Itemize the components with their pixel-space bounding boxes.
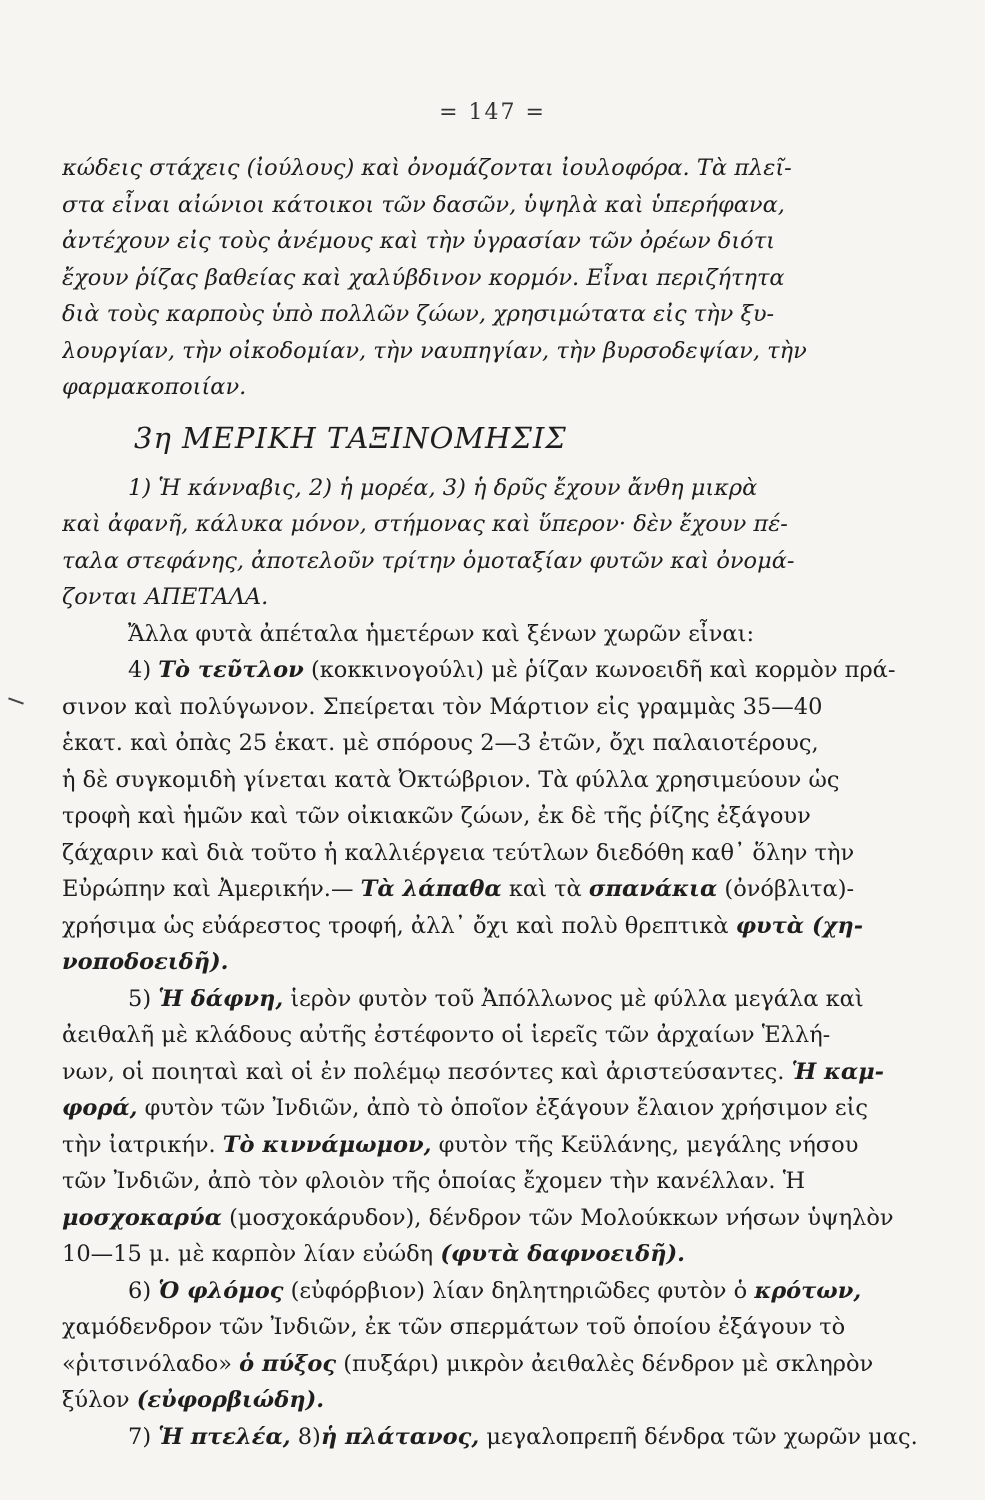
- text-line: ταλα στεφάνης, ἀποτελοῦν τρίτην ὁμοταξίαν φυτῶν καὶ ὀνομά-: [62, 547, 795, 574]
- text-line: διὰ τοὺς καρποὺς ὑπὸ πολλῶν ζώων, χρησιμώτατα εἰς τὴν ξυ-: [62, 301, 775, 327]
- text-line: [62, 1419, 922, 1456]
- item-number: 6): [128, 1277, 152, 1304]
- text-span: 10—15 μ. μὲ καρπὸν λίαν εὐώδη: [62, 1241, 441, 1267]
- paragraph-item-6: [62, 1273, 922, 1419]
- text-span: ξύλον: [62, 1387, 137, 1413]
- paragraph-item-5: [62, 981, 922, 1273]
- text-span: (κοκκινογούλι) μὲ ῥίζαν κωνοειδῆ καὶ κορμὸν πρά-: [310, 657, 896, 683]
- term: σπανάκια: [588, 876, 718, 902]
- text-line: 1) Ἡ κάνναβις, 2) ἡ μορέα, 3) ἡ δρῦς ἔχουν ἄνθη μικρὰ: [128, 474, 758, 501]
- text-span: τὴν ἰατρικήν.: [62, 1131, 223, 1158]
- text-span: φυτὸν τῶν Ἰνδιῶν, ἀπὸ τὸ ὁποῖον ἐξάγουν ἔλαιον χρήσιμον εἰς: [137, 1095, 869, 1121]
- text-span: (πυξάρι) μικρὸν ἀειθαλὲς δένδρον μὲ σκληρὸν: [336, 1350, 874, 1377]
- section-heading: 3η ΜΕΡΙΚΗ ΤΑΞΙΝΟΜΗΣΙΣ: [134, 420, 567, 455]
- text-line: φαρμακοποιίαν.: [62, 374, 247, 400]
- text-line: [62, 1054, 922, 1091]
- text-line: [62, 871, 922, 908]
- text-line: τροφὴ καὶ ἡμῶν καὶ τῶν οἰκιακῶν ζώων, ἐκ δὲ τῆς ῥίζης ἐξάγουν: [62, 803, 811, 829]
- text-span: ἱερὸν φυτὸν τοῦ Ἀπόλλωνος μὲ φύλλα μεγάλα καὶ: [283, 985, 864, 1012]
- term: κρότων,: [754, 1277, 862, 1304]
- term: μοσχοκαρύα: [62, 1204, 222, 1231]
- text-span: φυτὸν τῆς Κεϋλάνης, μεγάλης νήσου: [431, 1131, 859, 1158]
- text-line: καὶ ἀφανῆ, κάλυκα μόνον, στήμονας καὶ ὕπερον· δὲν ἔχουν πέ-: [62, 511, 788, 537]
- text-line: νοποδοειδῆ).: [62, 949, 229, 975]
- text-line: ἀντέχουν εἰς τοὺς ἀνέμους καὶ τὴν ὑγρασίαν τῶν ὀρέων διότι: [62, 228, 775, 254]
- term: φυτὰ (χη-: [735, 912, 864, 939]
- paragraph-apetala: [62, 470, 922, 616]
- text-span: Εὐρώπην καὶ Ἀμερικήν.—: [62, 876, 361, 902]
- term: (φυτὰ δαφνοειδῆ).: [440, 1241, 685, 1267]
- text-line: [62, 981, 922, 1018]
- term: Τὸ κιννάμωμον,: [222, 1131, 432, 1158]
- term: (εὐφορβιώδη).: [136, 1387, 325, 1413]
- text-line: ἡ δὲ συγκομιδὴ γίνεται κατὰ Ὀκτώβριον. Τὰ φύλλα χρησιμεύουν ὡς: [62, 766, 840, 793]
- item-number: 7): [128, 1423, 152, 1450]
- term: Ἡ καμ-: [791, 1058, 885, 1085]
- text-span: (εὐφόρβιον) λίαν δηλητηριῶδες φυτὸν ὁ: [283, 1277, 755, 1304]
- term: ὁ πύξος: [239, 1350, 337, 1377]
- text-line: στα εἶναι αἰώνιοι κάτοικοι τῶν δασῶν, ὑψηλὰ καὶ ὑπερήφανα,: [62, 191, 785, 218]
- text-line: ἔχουν ῥίζας βαθείας καὶ χαλύβδινον κορμόν. Εἶναι περιζήτητα: [62, 264, 785, 291]
- term: Τὸ τεῦτλον: [158, 657, 304, 683]
- text-line: ἀειθαλῆ μὲ κλάδους αὐτῆς ἐστέφοντο οἱ ἱερεῖς τῶν ἀρχαίων Ἑλλή-: [62, 1022, 831, 1048]
- margin-pencil-mark: [8, 697, 24, 704]
- item-number: 5): [128, 985, 152, 1012]
- text-line: [62, 652, 922, 689]
- term: φορά,: [62, 1095, 138, 1121]
- text-line: κώδεις στάχεις (ἰούλους) καὶ ὀνομάζονται ἰουλοφόρα. Τὰ πλεῖ-: [62, 155, 792, 181]
- text-span: (μοσχοκάρυδον), δένδρον τῶν Μολούκκων νήσων ὑψηλὸν: [221, 1204, 894, 1231]
- text-line: τῶν Ἰνδιῶν, ἀπὸ τὸν φλοιὸν τῆς ὁποίας ἔχομεν τὴν κανέλλαν. Ἡ: [62, 1168, 806, 1194]
- text-span: νων, οἱ ποιηταὶ καὶ οἱ ἐν πολέμῳ πεσόντες καὶ ἀριστεύσαντες.: [62, 1058, 792, 1085]
- paragraph-item-4: [62, 652, 922, 981]
- text-line: [62, 908, 922, 945]
- paragraph-intro: [62, 150, 922, 406]
- text-span: (ὀνόβλιτα)-: [717, 876, 855, 902]
- term: Τὰ λάπαθα: [360, 876, 502, 902]
- text-line: ἑκατ. καὶ ὀπὰς 25 ἑκατ. μὲ σπόρους 2—3 ἐτῶν, ὄχι παλαιοτέρους,: [62, 730, 819, 756]
- text-line: ζάχαριν καὶ διὰ τοῦτο ἡ καλλιέργεια τεύτλων διεδόθη καθ᾽ ὅλην τὴν: [62, 839, 855, 866]
- item-number: 8): [290, 1423, 321, 1450]
- page-body: [62, 150, 922, 1455]
- text-line: [62, 1200, 922, 1237]
- text-line: λουργίαν, τὴν οἰκοδομίαν, τὴν ναυπηγίαν, τὴν βυρσοδεψίαν, τὴν: [62, 337, 807, 364]
- term: Ἡ δάφνη,: [158, 985, 284, 1012]
- term: Ἡ πτελέα,: [158, 1423, 291, 1450]
- text-span: «ῥιτσινόλαδο»: [62, 1350, 240, 1377]
- paragraph-item-7: [62, 1419, 922, 1456]
- text-span: μεγαλοπρεπῆ δένδρα τῶν χωρῶν μας.: [479, 1423, 918, 1450]
- text-line: χαμόδενδρον τῶν Ἰνδιῶν, ἐκ τῶν σπερμάτων τοῦ ὁποίου ἐξάγουν τὸ: [62, 1314, 846, 1340]
- text-line: [62, 1090, 922, 1127]
- text-line: [62, 1382, 922, 1419]
- item-number: 4): [128, 657, 152, 683]
- text-line: ζονται ΑΠΕΤΑΛΑ.: [62, 584, 269, 610]
- text-line: σινον καὶ πολύγωνον. Σπείρεται τὸν Μάρτιον εἰς γραμμὰς 35—40: [62, 693, 823, 720]
- text-span: καὶ τὰ: [501, 876, 589, 902]
- text-line: [62, 1346, 922, 1383]
- text-line: [62, 1273, 922, 1310]
- text-span: χρήσιμα ὡς εὐάρεστος τροφή, ἀλλ᾽ ὄχι καὶ πολὺ θρεπτικὰ: [62, 912, 736, 939]
- term: ἡ πλάτανος,: [320, 1423, 480, 1450]
- text-line-other-plants: Ἄλλα φυτὰ ἀπέταλα ἡμετέρων καὶ ξένων χωρῶν εἶναι:: [128, 620, 755, 647]
- page-number: = 147 =: [439, 100, 546, 125]
- term: Ὁ φλόμος: [158, 1277, 284, 1304]
- text-line: [62, 1236, 922, 1273]
- text-line: [62, 1127, 922, 1164]
